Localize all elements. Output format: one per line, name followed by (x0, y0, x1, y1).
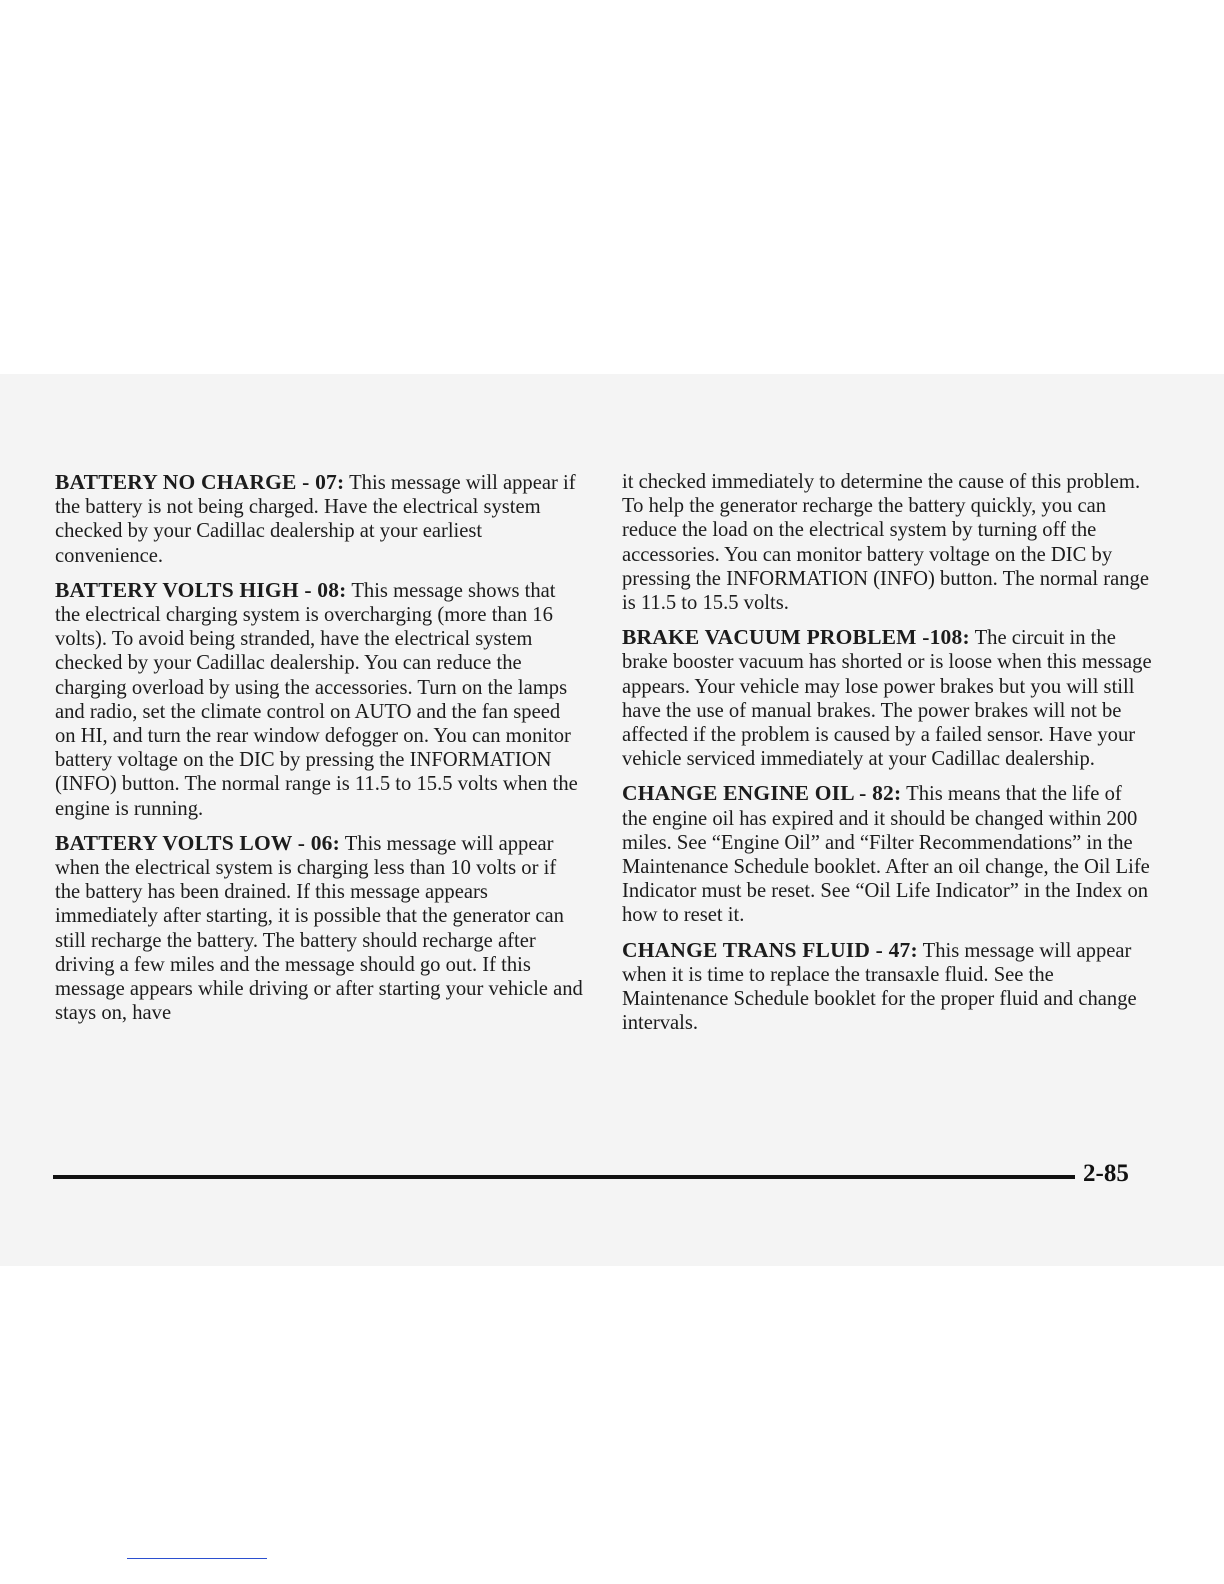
message-body: This message will appear if the battery is not being charged. Have the electrical system checked by your Cadillac dealership at your earliest convenience. (55, 472, 576, 567)
message-heading: BRAKE VACUUM PROBLEM -108: (622, 625, 970, 650)
message-continuation: it checked immediately to determine the cause of this problem. To help the generator recharge the battery quickly, you can reduce the load on the electrical system by turning off the accessories. You can monitor battery voltage on the DIC by pressing the INFORMATION (INFO) button. The normal range is 11.5 to 15.5 volts. (622, 471, 1149, 615)
message-heading: CHANGE ENGINE OIL - 82: (622, 781, 902, 806)
message-battery-volts-low (55, 831, 585, 1026)
message-change-trans-fluid (622, 938, 1152, 1036)
message-heading: CHANGE TRANS FLUID - 47: (622, 937, 918, 962)
message-heading: BATTERY VOLTS HIGH - 08: (55, 577, 347, 602)
link-underline-divider (127, 1558, 267, 1559)
message-body: This message will appear when it is time to replace the transaxle fluid. See the Maintenance Schedule booklet for the proper fluid and change intervals. (622, 939, 1137, 1035)
left-column (55, 470, 585, 1035)
message-heading: BATTERY NO CHARGE - 07: (55, 470, 345, 494)
message-battery-volts-high (55, 578, 585, 821)
page-number: 2-85 (1083, 1160, 1129, 1187)
message-battery-no-charge (55, 470, 585, 568)
right-column (622, 470, 1152, 1045)
message-brake-vacuum-problem (622, 625, 1152, 771)
message-change-engine-oil (622, 781, 1152, 927)
message-heading: BATTERY VOLTS LOW - 06: (55, 830, 340, 855)
message-body: This means that the life of the engine oil has expired and it should be changed within 200 miles. See “Engine Oil” and “Filter Recommendations” in the Maintenance Schedule booklet. After an oil change, the Oil Life Indicator must be reset. See “Oil Life Indicator” in the Index on how to reset it. (622, 783, 1150, 927)
footer-rule (53, 1175, 1075, 1179)
message-body: This message shows that the electrical charging system is overcharging (more than 16 volts). To avoid being stranded, have the electrical system checked by your Cadillac dealership. You can reduce the charging overload by using the accessories. Turn on the lamps and radio, set the climate control on AUTO and the fan speed on HI, and turn the rear window defogger on. You can monitor battery voltage on the DIC by pressing the INFORMATION (INFO) button. The normal range is 11.5 to 15.5 volts when the engine is running. (55, 579, 578, 820)
message-body: This message will appear when the electrical system is charging less than 10 volts or if the battery has been drained. If this message appears immediately after starting, it is possible that the generator can still recharge the battery. The battery should recharge after driving a few miles and the message should go out. If this message appears while driving or after starting your vehicle and stays on, have (55, 832, 583, 1025)
message-body: The circuit in the brake booster vacuum has shorted or is loose when this message appears. Your vehicle may lose power brakes but you will still have the use of manual brakes. The power brakes will not be affected if the problem is caused by a failed sensor. Have your vehicle serviced immediately at your Cadillac dealership. (622, 627, 1152, 771)
